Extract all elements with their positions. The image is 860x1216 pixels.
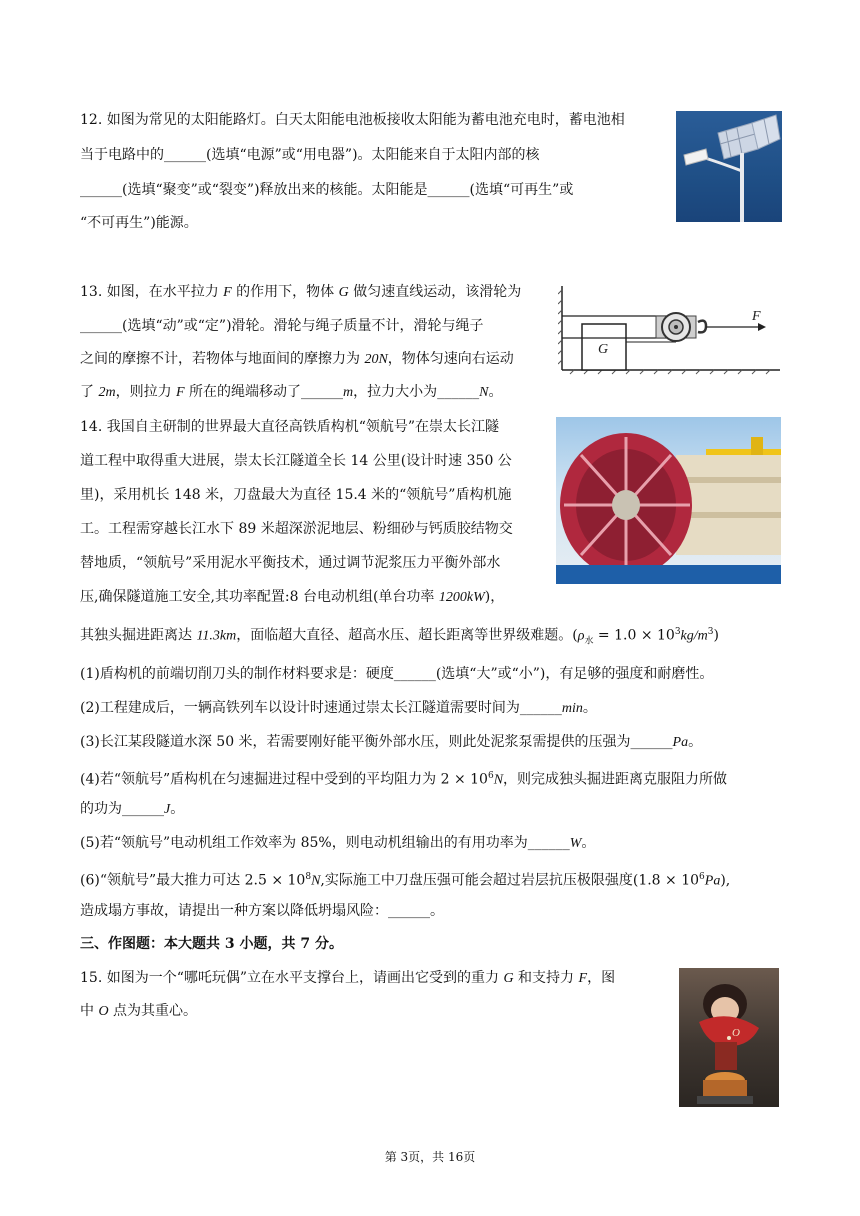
q12-line-1: 12. 如图为常见的太阳能路灯。白天太阳能电池板接收太阳能为蓄电池充电时，蓄电池相 (80, 112, 625, 128)
q13-line-1: 13. 如图，在水平拉力 F 的作用下，物体 G 做匀速直线运动，该滑轮为 (80, 284, 522, 300)
page-footer: 第 3页，共 16页 (384, 1150, 476, 1164)
fig-label-F: F (752, 309, 761, 324)
q14-line-6: 压,确保隧道施工安全,其功率配置:8 台电动机组(单台功率 1200kW)， (80, 589, 505, 605)
q14-sub-2: (2)工程建成后，一辆高铁列车以设计时速通过崇太长江隧道需要时间为______min。 (80, 700, 597, 716)
q14-line-1: 14. 我国自主研制的世界最大直径高铁盾构机“领航号”在崇太长江隧 (80, 419, 500, 435)
q14-sub-1: (1)盾构机的前端切削刀头的制作材料要求是：硬度______(选填“大”或“小”)，有足够的强度和耐磨性。 (80, 666, 714, 682)
q14-sub-6a: (6)“领航号”最大推力可达 $2.5 \times 10^8N$,实际施工中刀盘压强可能会超过岩层抗压极限强度$(1.8 \times 10^6Pa)$, (80, 872, 731, 889)
q14-sub-5: (5)若“领航号”电动机组工作效率为 85%，则电动机组输出的有用功率为______W。 (80, 835, 596, 851)
q14-sub-3: (3)长江某段隧道水深 50 米，若需要刚好能平衡外部水压，则此处泥浆泵需提供的压强为______Pa。 (80, 734, 703, 750)
q14-line-4: 工。工程需穿越长江水下 89 米超深淤泥地层、粉细砂与钙质胶结物交 (80, 521, 513, 537)
q14-line-2: 道工程中取得重大进展，崇太长江隧道全长 14 公里(设计时速 350 公 (80, 453, 512, 469)
fig-label-G: G (598, 342, 609, 357)
q14-sub-4b: 的功为______J。 (80, 801, 185, 817)
q14-sub-4a: (4)若“领航号”盾构机在匀速掘进过程中受到的平均阻力为 $2 \times 10^6N$，则完成独头掘进距离克服阻力所做 (80, 771, 728, 788)
q13-line-2: ______(选填“动”或“定”)滑轮。滑轮与绳子质量不计，滑轮与绳子 (80, 318, 484, 334)
q12-line-3: ______(选填“聚变”或“裂变”)释放出来的核能。太阳能是______(选填“可再生”或 (80, 182, 574, 198)
solar-streetlight-image (676, 111, 782, 222)
q15-line-2: 中 O 点为其重心。 (80, 1003, 198, 1019)
q13-line-4: 了 2m，则拉力 F 所在的绳端移动了______m，拉力大小为______N。 (80, 384, 503, 400)
fig-label-O: O (732, 1027, 740, 1039)
q14-line-5: 替地质，“领航号”采用泥水平衡技术，通过调节泥浆压力平衡外部水 (80, 555, 501, 571)
nezha-figurine-image (679, 968, 779, 1107)
q14-sub-6b: 造成塌方事故，请提出一种方案以降低坍塌风险：______。 (80, 903, 444, 919)
section-3-heading: 三、作图题：本大题共 3 小题，共 7 分。 (80, 936, 343, 952)
q12-line-2: 当于电路中的______(选填“电源”或“用电器”)。太阳能来自于太阳内部的核 (80, 147, 540, 163)
q15-line-1: 15. 如图为一个“哪吒玩偶”立在水平支撑台上，请画出它受到的重力 G 和支持力 F，图 (80, 970, 616, 986)
pulley-diagram (558, 282, 782, 380)
q14-line-7: 其独头掘进距离达 11.3km，面临超大直径、超高水压、超长距离等世界级难题。$(\rho_水 = 1.0 \times 10^3kg/m^3)$ (80, 627, 719, 647)
q14-line-3: 里)，采用机长 148 米，刀盘最大为直径 15.4 米的“领航号”盾构机施 (80, 487, 512, 503)
tunnel-boring-machine-image (556, 417, 781, 584)
q12-line-4: “不可再生”)能源。 (80, 215, 198, 231)
q13-line-3: 之间的摩擦不计，若物体与地面间的摩擦力为 20N，物体匀速向右运动 (80, 351, 514, 367)
